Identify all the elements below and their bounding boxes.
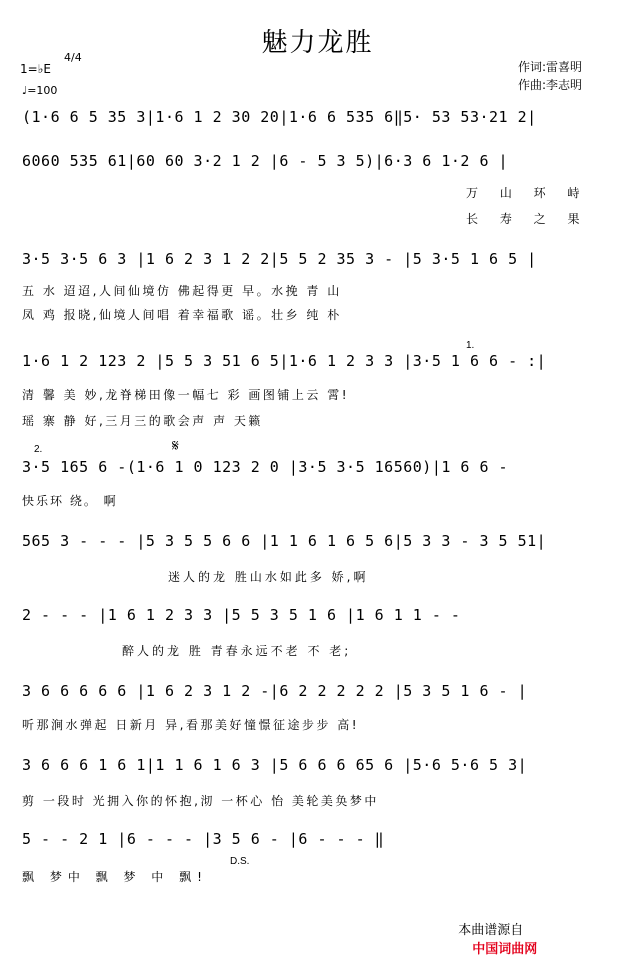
source-label: 本曲谱源自 [458, 923, 524, 938]
notation-line: 3 6 6 6 1 6 1|1 1 6 1 6 3 |5 6 6 6 65 6 |5·6 5·6 5 3| [22, 756, 528, 774]
lyric-verse-1: 清 馨 美 妙,龙脊梯田像一幅七 彩 画图铺上云 霄! [22, 388, 350, 402]
lyric-line: 快乐环 绕。 啊 [22, 494, 118, 508]
song-title: 魅力龙胜 [261, 28, 374, 58]
score-system-6 [22, 532, 612, 588]
key-signature: 1=♭E [20, 62, 51, 76]
lyric-line: 听那涧水弹起 日新月 异,看那美好憧憬征途步步 高! [22, 718, 360, 732]
lyric-line: 醉人的龙 胜 青春永远不老 不 老; [122, 644, 352, 658]
notation-line: 6060 535 61|60 60 3·2 1 2 |6 - 5 3 5)|6·3 6 1·2 6 | [22, 152, 509, 170]
lyric-verse-2: 凤 鸡 报晓,仙境人间唱 着幸福歌 谣。壮乡 纯 朴 [22, 308, 342, 322]
lyric-line: 飘 梦中 飘 梦 中 飘! [22, 870, 208, 884]
notation-line: 1·6 1 2 123 2 |5 5 3 51 6 5|1·6 1 2 3 3 |3·5 1 6 6 - :| [22, 352, 547, 370]
score-system-9 [22, 756, 612, 808]
notation-line: 2 - - - |1 6 1 2 3 3 |5 5 3 5 1 6 |1 6 1 1 - - [22, 606, 470, 624]
notation-line: 565 3 - - - |5 3 5 5 6 6 |1 1 6 1 6 5 6|5 3 3 - 3 5 51| [22, 532, 547, 550]
lyric-line: 剪 一段时 光拥入你的怀抱,沏 一杯心 怡 美轮美奂梦中 [22, 794, 379, 808]
lyric-verse-1: 五 水 迢迢,人间仙境仿 佛起得更 早。水挽 青 山 [22, 284, 342, 298]
score-system-8 [22, 682, 612, 734]
score-system-2 [22, 152, 612, 232]
tempo-marking: ♩=100 [22, 84, 58, 97]
lyricist-credit: 作词:雷喜明 [518, 60, 583, 74]
composer-credit: 作曲:李志明 [518, 78, 583, 92]
notation-line: 3 6 6 6 6 6 |1 6 2 3 1 2 -|6 2 2 2 2 2 |5 3 5 1 6 - | [22, 682, 528, 700]
notation-line: 3·5 165 6 -(1·6 1 0 123 2 0 |3·5 3·5 16560)|1 6 6 - [22, 458, 518, 476]
score-system-3 [22, 250, 612, 322]
ds-marking: D.S. [230, 856, 250, 867]
score-system-1 [22, 108, 612, 134]
site-brand-link[interactable]: 中国词曲网 [472, 942, 538, 957]
lyric-verse-1: 万 山 环 峙 [466, 186, 589, 200]
score-system-5 [22, 438, 612, 510]
segno-sign: 𝄋 [172, 438, 179, 455]
lyric-verse-2: 瑶 寨 静 好,三月三的歌会声 声 天籁 [22, 414, 263, 428]
volta-1: 1. [466, 340, 475, 351]
lyric-verse-2: 长 寿 之 果 [466, 212, 589, 226]
score-system-10 [22, 830, 612, 882]
time-signature: 4/4 [64, 51, 82, 64]
notation-line: (1·6 6 5 35 3|1·6 1 2 30 20|1·6 6 535 6‖5· 53 53·21 2| [22, 108, 537, 126]
notation-line: 5 - - 2 1 |6 - - - |3 5 6 - |6 - - - ‖ [22, 830, 385, 848]
lyric-line: 迷人的龙 胜山水如此多 娇,啊 [168, 570, 369, 584]
source-note [450, 904, 537, 957]
volta-2: 2. [34, 444, 43, 455]
notation-line: 3·5 3·5 6 3 |1 6 2 3 1 2 2|5 5 2 35 3 - |5 3·5 1 6 5 | [22, 250, 537, 268]
score-system-4 [22, 340, 612, 432]
score-system-7 [22, 606, 612, 662]
